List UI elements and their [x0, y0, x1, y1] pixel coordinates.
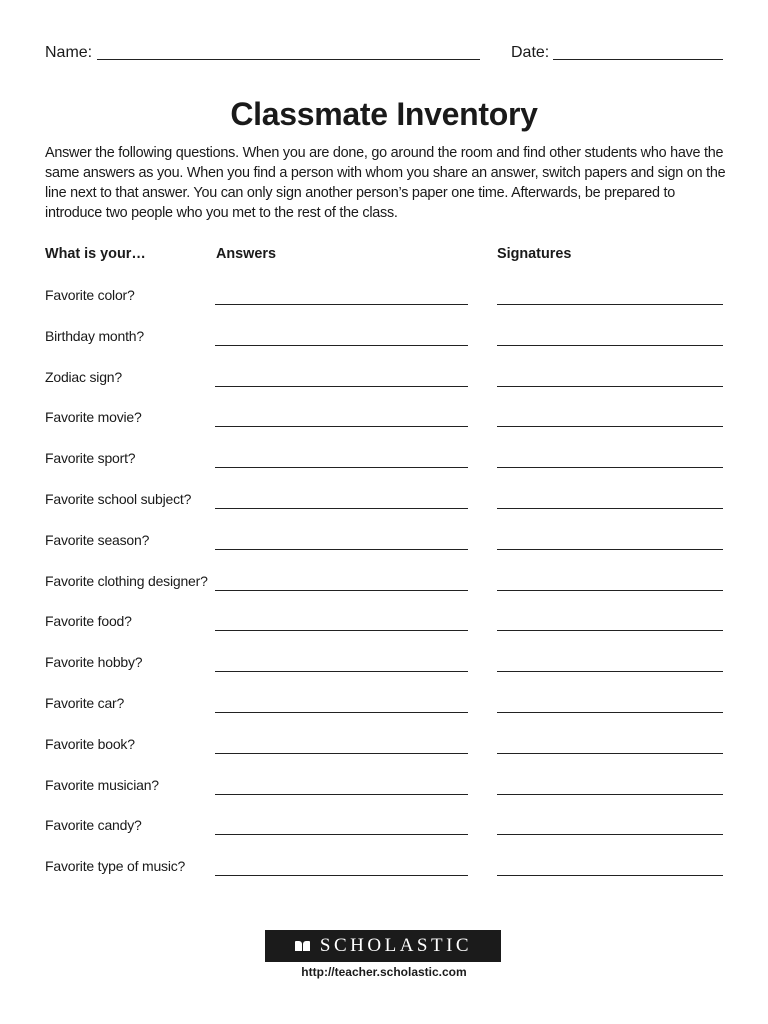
signature-line[interactable] [497, 630, 723, 631]
answer-line[interactable] [215, 794, 468, 795]
signature-line[interactable] [497, 304, 723, 305]
name-label: Name: [45, 44, 93, 61]
signature-line[interactable] [497, 590, 723, 591]
date-field-line[interactable] [553, 59, 723, 60]
signature-line[interactable] [497, 875, 723, 876]
question-label: Favorite car? [45, 695, 125, 711]
question-label: Favorite food? [45, 613, 132, 629]
footer-url: http://teacher.scholastic.com [301, 965, 467, 979]
answer-line[interactable] [215, 753, 468, 754]
table-row [0, 735, 768, 759]
answer-line[interactable] [215, 549, 468, 550]
instructions-paragraph: Answer the following questions. When you are done, go around the room and find other students who have the same answers as you. When you find a person with whom you share an answer, switch papers and sign on the line next to that answer. You can only sign another person’s paper one time. Afterwards, be prepared to introduce two people who you met to the rest of the class. [45, 145, 726, 221]
answer-line[interactable] [215, 712, 468, 713]
table-row [0, 612, 768, 636]
signature-line[interactable] [497, 834, 723, 835]
name-field-line[interactable] [97, 59, 480, 60]
question-label: Favorite book? [45, 736, 135, 752]
signature-line[interactable] [497, 549, 723, 550]
answer-line[interactable] [215, 426, 468, 427]
question-label: Birthday month? [45, 328, 144, 344]
signature-line[interactable] [497, 712, 723, 713]
signature-line[interactable] [497, 467, 723, 468]
table-row [0, 653, 768, 677]
table-row [0, 572, 768, 596]
question-label: Favorite musician? [45, 777, 159, 793]
answer-line[interactable] [215, 671, 468, 672]
signatures-column-header: Signatures [497, 246, 572, 262]
question-label: Favorite color? [45, 287, 135, 303]
signature-line[interactable] [497, 671, 723, 672]
date-label: Date: [511, 44, 550, 61]
table-row [0, 857, 768, 881]
question-label: Favorite candy? [45, 817, 142, 833]
answer-line[interactable] [215, 467, 468, 468]
question-label: Favorite clothing designer? [45, 573, 208, 589]
table-row [0, 776, 768, 800]
answer-line[interactable] [215, 834, 468, 835]
question-label: Favorite movie? [45, 409, 142, 425]
table-row [0, 816, 768, 840]
answer-line[interactable] [215, 590, 468, 591]
answer-line[interactable] [215, 875, 468, 876]
table-row [0, 368, 768, 392]
signature-line[interactable] [497, 345, 723, 346]
question-column-header: What is your… [45, 246, 146, 262]
question-label: Favorite hobby? [45, 654, 143, 670]
signature-line[interactable] [497, 753, 723, 754]
table-row [0, 694, 768, 718]
answer-line[interactable] [215, 630, 468, 631]
signature-line[interactable] [497, 794, 723, 795]
scholastic-logo [265, 930, 501, 962]
signature-line[interactable] [497, 426, 723, 427]
table-row [0, 327, 768, 351]
answer-line[interactable] [215, 386, 468, 387]
question-label: Zodiac sign? [45, 369, 122, 385]
answer-line[interactable] [215, 508, 468, 509]
table-row [0, 490, 768, 514]
table-row [0, 408, 768, 432]
signature-line[interactable] [497, 386, 723, 387]
question-label: Favorite sport? [45, 450, 136, 466]
table-row [0, 531, 768, 555]
question-label: Favorite season? [45, 532, 150, 548]
table-row [0, 449, 768, 473]
answer-line[interactable] [215, 345, 468, 346]
question-label: Favorite type of music? [45, 858, 186, 874]
page-title: Classmate Inventory [230, 96, 538, 132]
answers-column-header: Answers [216, 246, 276, 262]
logo-text: SCHOLASTIC [319, 935, 473, 956]
question-label: Favorite school subject? [45, 491, 192, 507]
signature-line[interactable] [497, 508, 723, 509]
answer-line[interactable] [215, 304, 468, 305]
table-row [0, 286, 768, 310]
open-book-icon [294, 939, 312, 953]
